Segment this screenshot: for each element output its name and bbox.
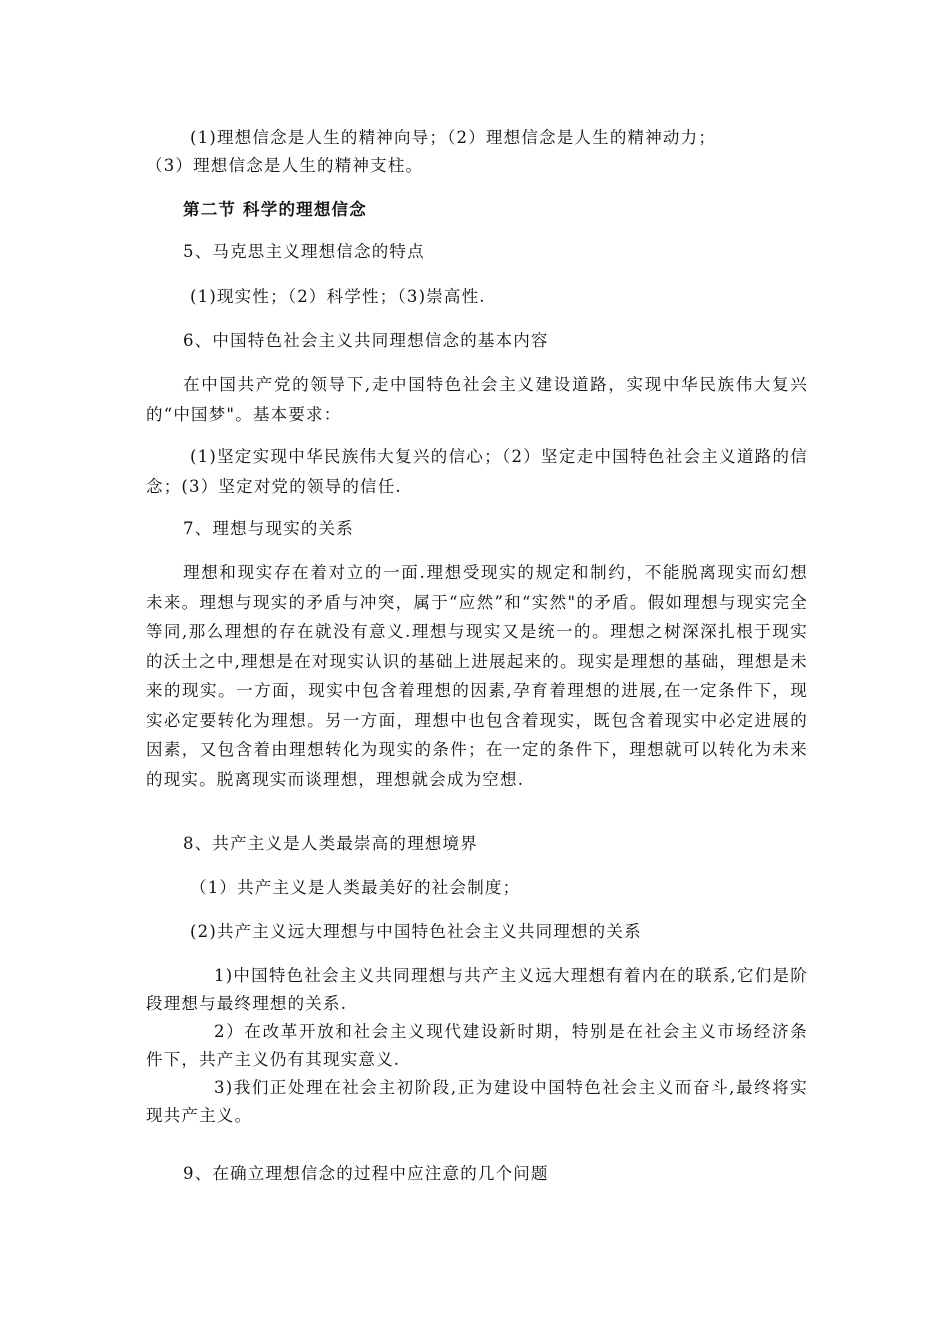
- item8-heading: 8、共产主义是人类最崇高的理想境界: [183, 834, 478, 853]
- item8-sub2: (2)共产主义远大理想与中国特色社会主义共同理想的关系: [190, 922, 642, 941]
- item6-paragraph-1: 在中国共产党的领导下,走中国特色社会主义建设道路，实现中华民族伟大复兴的“中国梦"。基本要求：: [146, 375, 808, 424]
- item6-paragraph-2: (1)坚定实现中华民族伟大复兴的信心；（2）坚定走中国特色社会主义道路的信念；(3）坚定对党的领导的信任.: [146, 447, 808, 496]
- item5-heading: 5、马克思主义理想信念的特点: [183, 242, 425, 261]
- item8-sub2-paragraph-1: 1)中国特色社会主义共同理想与共产主义远大理想有着内在的联系,它们是阶段理想与最终理想的关系.: [146, 966, 808, 1013]
- item8-sub2-paragraph-3: 3)我们正处理在社会主初阶段,正为建设中国特色社会主义而奋斗,最终将实现共产主义。: [146, 1078, 808, 1125]
- item9-heading: 9、在确立理想信念的过程中应注意的几个问题: [183, 1164, 549, 1183]
- line-1b: （3）理想信念是人生的精神支柱。: [146, 156, 424, 175]
- item7-body: 理想和现实存在着对立的一面.理想受现实的规定和制约，不能脱离现实而幻想未来。理想与现实的矛盾与冲突，属于“应然”和“实然"的矛盾。假如理想与现实完全等同,那么理想的存在就没有意义.理想与现实又是统一的。理想之树深深扎根于现实的沃土之中,理想是在对现实认识的基础上进展起来的。现实是理想的基础，理想是未来的现实。一方面，现实中包含着理想的因素,孕育着理想的进展,在一定条件下，现实必定要转化为理想。另一方面，理想中也包含着现实，既包含着现实中必定进展的因素，又包含着由理想转化为现实的条件；在一定的条件下，理想就可以转化为未来的现实。脱离现实而谈理想，理想就会成为空想.: [146, 563, 808, 789]
- item7-heading: 7、理想与现实的关系: [183, 519, 354, 538]
- item8-sub2-paragraph-2: 2）在改革开放和社会主义现代建设新时期，特别是在社会主义市场经济条件下，共产主义仍有其现实意义.: [146, 1022, 808, 1069]
- item5-body: (1)现实性；（2）科学性；（3)崇高性.: [190, 287, 486, 306]
- section-heading: 第二节 科学的理想信念: [183, 200, 367, 219]
- line-1a: (1)理想信念是人生的精神向导；（2）理想信念是人生的精神动力；: [190, 128, 717, 147]
- item8-sub1: （1）共产主义是人类最美好的社会制度；: [190, 878, 521, 897]
- item6-heading: 6、中国特色社会主义共同理想信念的基本内容: [183, 331, 549, 350]
